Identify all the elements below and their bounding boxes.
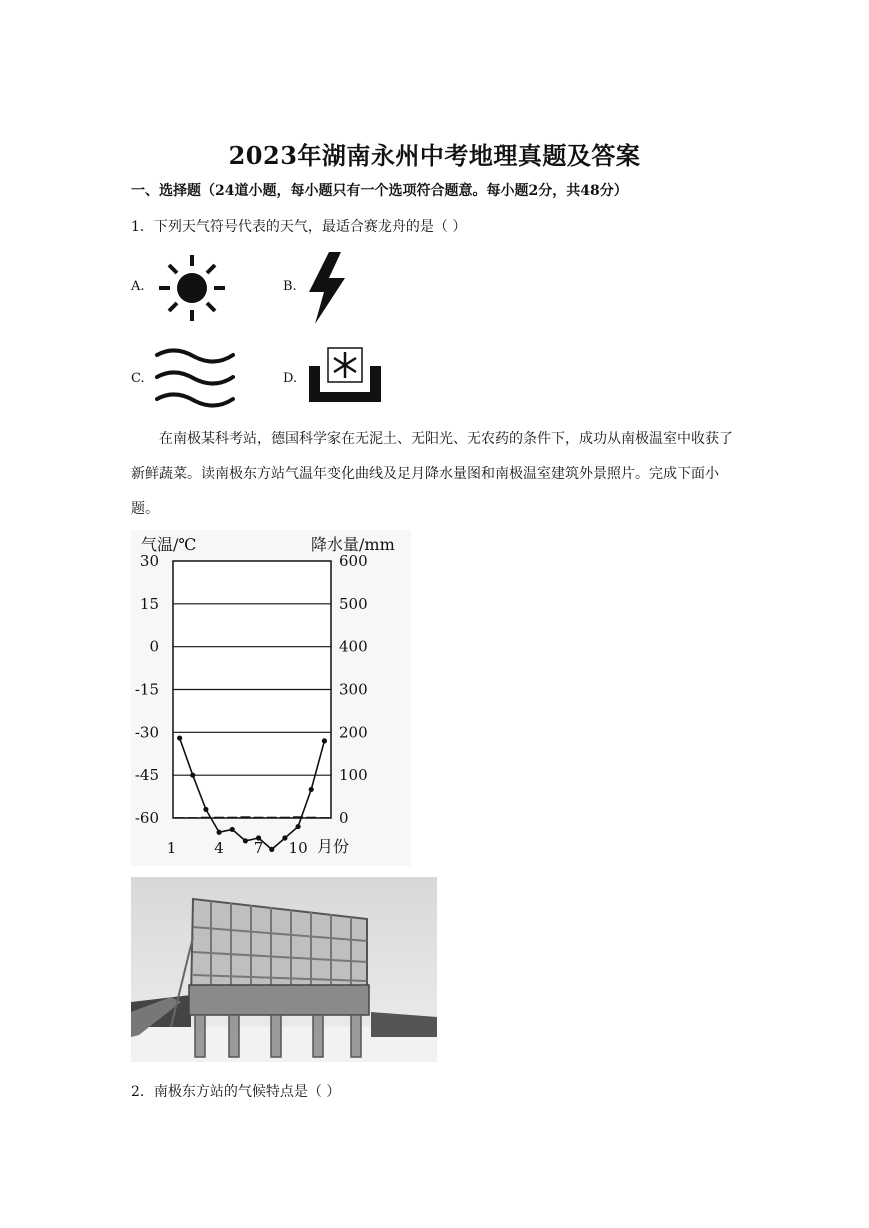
- option-c-label: C.: [131, 371, 145, 386]
- precipitation-bar: [227, 817, 237, 818]
- precipitation-axis-label: 降水量/mm: [311, 535, 395, 554]
- month-tick-label: 7: [253, 839, 264, 857]
- snow-depth-icon: [306, 344, 384, 406]
- temperature-point: [216, 830, 221, 835]
- temperature-point: [295, 824, 300, 829]
- precipitation-bar: [175, 817, 185, 818]
- option-d-label: D.: [283, 371, 298, 386]
- temperature-point: [203, 807, 208, 812]
- temperature-tick-label: -15: [134, 680, 159, 699]
- temperature-tick-label: -45: [134, 766, 159, 785]
- precipitation-bar: [214, 817, 224, 818]
- temperature-tick-label: -60: [134, 809, 159, 827]
- temperature-tick-label: 15: [139, 594, 159, 613]
- greenhouse-photo: [131, 877, 437, 1062]
- temperature-point: [269, 847, 274, 852]
- precipitation-bar: [306, 817, 316, 818]
- precipitation-tick-label: 0: [339, 809, 349, 827]
- section-heading: 一、选择题（24道小题，每小题只有一个选项符合题意。每小题2分，共48分）: [131, 183, 628, 199]
- month-tick-label: 10: [288, 839, 308, 857]
- precipitation-tick-label: 600: [339, 552, 368, 570]
- temperature-point: [190, 773, 195, 778]
- lightning-icon: [303, 250, 349, 326]
- temperature-tick-label: 0: [149, 637, 159, 656]
- passage-text: 在南极某科考站，德国科学家在无泥土、无阳光、无农药的条件下，成功从南极温室中收获了新鲜蔬菜。读南极东方站气温年变化曲线及足月降水量图和南极温室建筑外景照片。完成下面小题。: [131, 431, 733, 517]
- precipitation-bar: [267, 817, 277, 818]
- precipitation-tick-label: 100: [339, 766, 368, 785]
- temperature-point: [230, 827, 235, 832]
- temperature-tick-label: -30: [134, 723, 159, 742]
- temperature-axis-label: 气温/℃: [141, 535, 197, 554]
- month-tick-label: 4: [214, 839, 224, 857]
- precipitation-tick-label: 300: [339, 680, 368, 699]
- temperature-tick-label: 30: [139, 552, 159, 570]
- month-tick-label: 1: [166, 839, 177, 857]
- month-axis-unit: 月份: [317, 837, 350, 856]
- precipitation-tick-label: 200: [339, 723, 368, 742]
- question-2: 2．南极东方站的气候特点是（ ）: [131, 1084, 341, 1100]
- precipitation-tick-label: 400: [339, 637, 368, 656]
- temperature-point: [282, 835, 287, 840]
- precipitation-bar: [240, 816, 250, 818]
- temperature-point: [177, 735, 182, 740]
- question-1: 1．下列天气符号代表的天气，最适合赛龙舟的是（ ）: [131, 219, 467, 235]
- wind-waves-icon: [153, 345, 237, 409]
- precipitation-bar: [319, 817, 329, 818]
- option-b-label: B.: [283, 279, 297, 294]
- precipitation-bar: [188, 817, 198, 818]
- precipitation-tick-label: 500: [339, 594, 368, 613]
- option-a-label: A.: [131, 279, 145, 294]
- climate-chart: [131, 530, 411, 866]
- temperature-point: [322, 738, 327, 743]
- precipitation-bar: [280, 817, 290, 818]
- temperature-point: [309, 787, 314, 792]
- page-title: 2023年湖南永州中考地理真题及答案: [228, 141, 641, 170]
- sun-icon: [152, 250, 232, 326]
- precipitation-bar: [254, 817, 264, 818]
- temperature-point: [243, 838, 248, 843]
